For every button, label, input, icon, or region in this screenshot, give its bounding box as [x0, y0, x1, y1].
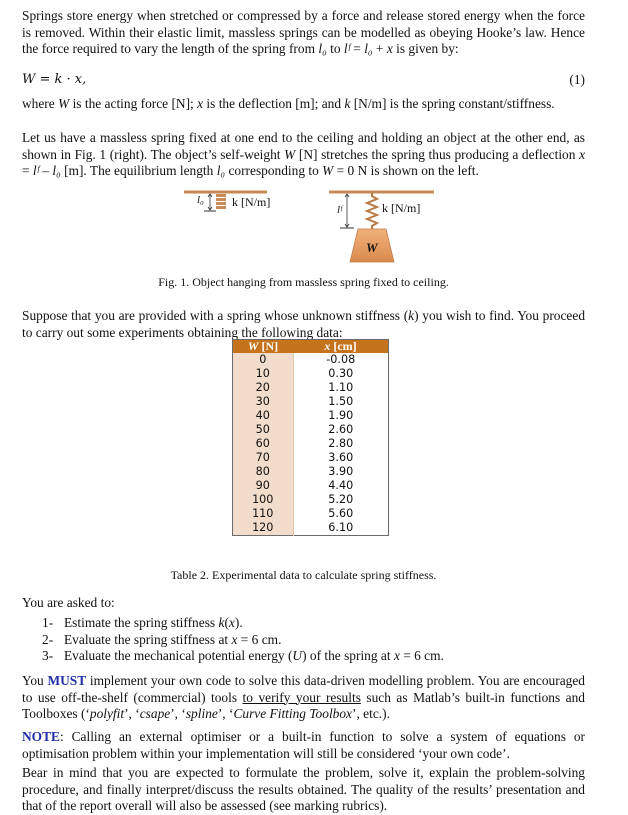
table-row	[233, 507, 389, 521]
cell-deflection: 6.10	[293, 521, 389, 536]
header-weight: W [N]	[233, 340, 294, 354]
data-table-container	[232, 339, 389, 536]
table-row	[233, 437, 389, 451]
intro-paragraph: Springs store energy when stretched or compressed by a force and release stored energy when the force is removed. Within their elastic limit, massless springs can be modelled as obeying Hooke’s law. Hence the force required to vary the length of the spring from l₀ to lᶠ = l₀ + x is given by:	[22, 8, 585, 57]
table-row	[233, 479, 389, 493]
table-row	[233, 423, 389, 437]
where-paragraph: where W is the acting force [N]; x is the deflection [m]; and k [N/m] is the spring constant/stiffness.	[22, 96, 555, 111]
note-paragraph: NOTE: Calling an external optimiser or a built-in function to solve a system of equations or optimisation problem within your implementation will still be considered ‘your own code’.	[22, 729, 585, 761]
experimental-data-table	[232, 339, 389, 536]
table-row	[233, 521, 389, 536]
table-row	[233, 451, 389, 465]
cell-weight: 0	[233, 353, 294, 367]
tasks-intro: You are asked to:	[22, 595, 115, 610]
task-item: 2- Evaluate the spring stiffness at x = 6 cm.	[42, 631, 282, 647]
note-label: NOTE	[22, 729, 60, 744]
task-item: 1- Estimate the spring stiffness k(x).	[42, 615, 243, 630]
verify-results-underlined: to verify your results	[242, 689, 361, 705]
table-row	[233, 465, 389, 479]
cell-weight: 70	[233, 451, 294, 465]
figure-caption: Fig. 1. Object hanging from massless spring fixed to ceiling.	[158, 275, 449, 289]
cell-weight: 60	[233, 437, 294, 451]
cell-weight: 100	[233, 493, 294, 507]
task-list	[22, 615, 444, 665]
cell-deflection: 5.60	[293, 507, 389, 521]
cell-weight: 80	[233, 465, 294, 479]
table-row	[233, 353, 389, 367]
cell-weight: 20	[233, 381, 294, 395]
implementation-requirement-paragraph: You MUST implement your own code to solve this data-driven modelling problem. You are encouraged to use off-the-shelf (commercial) tools to verify your results such as Matlab’s built-in functions and Toolboxes (‘polyfit’, ‘csape’, ‘spline’, ‘Curve Fitting Toolbox’, etc.).	[22, 673, 585, 722]
must-emphasis: MUST	[47, 673, 87, 688]
table-caption: Table 2. Experimental data to calculate spring stiffness.	[170, 568, 437, 582]
cell-weight: 90	[233, 479, 294, 493]
cell-deflection: 2.80	[293, 437, 389, 451]
spring-diagram-icon	[172, 182, 452, 274]
cell-deflection: 1.90	[293, 409, 389, 423]
header-deflection: x [cm]	[293, 340, 389, 354]
spring-constant-label-right: k [N/m]	[382, 201, 421, 215]
cell-deflection: -0.08	[293, 353, 389, 367]
cell-weight: 40	[233, 409, 294, 423]
cell-deflection: 2.60	[293, 423, 389, 437]
cell-deflection: 1.10	[293, 381, 389, 395]
table-row	[233, 409, 389, 423]
cell-deflection: 0.30	[293, 367, 389, 381]
cell-deflection: 3.90	[293, 465, 389, 479]
table-row	[233, 381, 389, 395]
cell-deflection: 5.20	[293, 493, 389, 507]
cell-deflection: 3.60	[293, 451, 389, 465]
assessment-paragraph: Bear in mind that you are expected to formulate the problem, solve it, explain the problem-solving procedure, and finally interpret/discuss the results obtained. The quality of the results’ presentation and that of the report overall will also be assessed (see marking rubrics).	[22, 765, 585, 814]
cell-deflection: 4.40	[293, 479, 389, 493]
cell-weight: 30	[233, 395, 294, 409]
table-row	[233, 395, 389, 409]
spring-constant-label-left: k [N/m]	[232, 195, 271, 209]
cell-weight: 10	[233, 367, 294, 381]
table-header-row	[233, 340, 389, 354]
weight-label: W	[366, 240, 378, 255]
equation-formula: W = k · x,	[22, 72, 87, 87]
equation-number: (1)	[569, 72, 585, 87]
cell-weight: 50	[233, 423, 294, 437]
lf-label: lᶠ	[337, 204, 342, 216]
spring-figure	[172, 182, 452, 274]
setup-paragraph: Let us have a massless spring fixed at one end to the ceiling and holding an object at the other end, as shown in Fig. 1 (right). The object’s self-weight W [N] stretches the spring thus producing a deflection x = lᶠ – l₀ [m]. The equilibrium length l₀ corresponding to W = 0 N is shown on the left.	[22, 130, 586, 179]
cell-deflection: 1.50	[293, 395, 389, 409]
table-row	[233, 493, 389, 507]
l0-label: l₀	[197, 194, 204, 206]
task-item: 3- Evaluate the mechanical potential energy (U) of the spring at x = 6 cm.	[42, 648, 444, 664]
cell-weight: 110	[233, 507, 294, 521]
suppose-paragraph: Suppose that you are provided with a spring whose unknown stiffness (k) you wish to find. You proceed to carry out some experiments obtaining the following data:	[22, 308, 586, 340]
cell-weight: 120	[233, 521, 294, 536]
table-row	[233, 367, 389, 381]
